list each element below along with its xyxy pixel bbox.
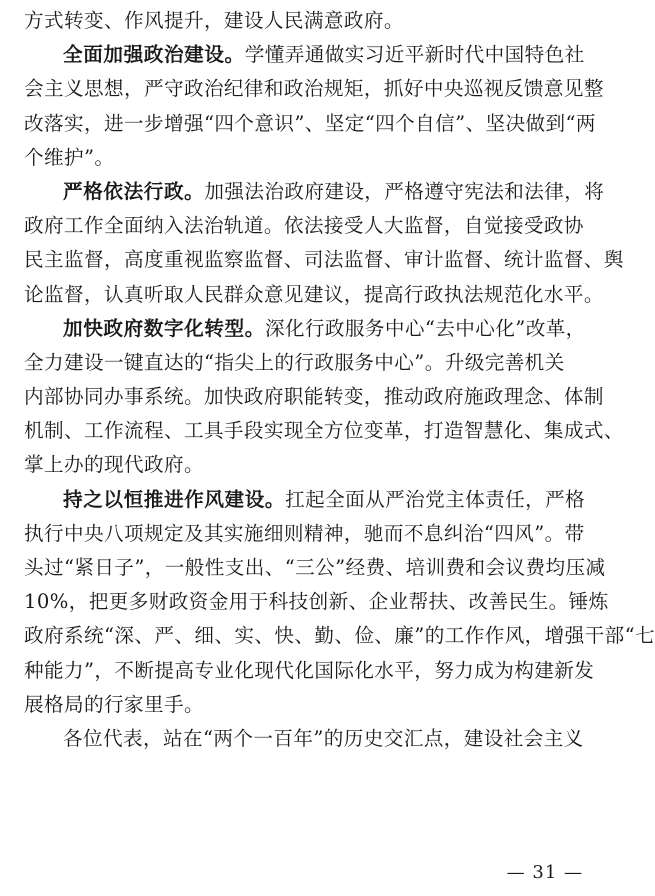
text-line: 执行中央八项规定及其实施细则精神，驰而不息纠治“四风”。带 [24, 521, 585, 545]
page-number: — 31 — [506, 862, 583, 883]
text-line: 10%，把更多财政资金用于科技创新、企业帮扶、改善民生。锤炼 [24, 590, 609, 614]
section-heading: 持之以恒推进作风建设。 [63, 487, 286, 511]
text-line: 全力建设一键直达的“指尖上的行政服务中心”。升级完善机关 [24, 350, 565, 374]
paragraph-first-line [24, 38, 590, 72]
paragraph-first-line [24, 175, 605, 209]
paragraph-first-line: 各位代表，站在“两个一百年”的历史交汇点，建设社会主义 [63, 726, 584, 750]
text-line: 机制、工作流程、工具手段实现全方位变革，打造智慧化、集成式、 [24, 419, 624, 443]
text-run: 学懂弄通做实习近平新时代中国特色社 [244, 43, 585, 67]
document-body [24, 4, 655, 756]
text-line: 内部协同办事系统。加快政府职能转变，推动政府施政理念、体制 [24, 385, 604, 409]
text-line: 掌上办的现代政府。 [24, 453, 204, 477]
text-line: 论监督，认真听取人民群众意见建议，提高行政执法规范化水平。 [24, 282, 604, 306]
paragraph-first-line [24, 483, 590, 517]
section-heading: 严格依法行政。 [63, 179, 205, 203]
text-line: 民主监督，高度重视监察监督、司法监督、审计监督、统计监督、舆 [24, 248, 624, 272]
text-line: 政府工作全面纳入法治轨道。依法接受人大监督，自觉接受政协 [24, 214, 584, 238]
text-line: 改落实，进一步增强“四个意识”、坚定“四个自信”、坚决做到“两 [24, 111, 596, 135]
text-run: 加强法治政府建设，严格遵守宪法和法律，将 [204, 179, 605, 203]
section-heading: 加快政府数字化转型。 [63, 316, 265, 340]
text-line: 头过“紧日子”，一般性支出、“三公”经费、培训费和会议费均压减 [24, 556, 606, 579]
text-line: 种能力”，不断提高专业化现代化国际化水平，努力成为构建新发 [24, 658, 595, 682]
text-run: 扛起全面从严治党主体责任，严格 [285, 487, 586, 511]
text-run: 深化行政服务中心“去中心化”改革， [264, 316, 586, 340]
section-heading: 全面加强政治建设。 [63, 43, 245, 67]
text-line: 会主义思想，严守政治纪律和政治规矩，抓好中央巡视反馈意见整 [24, 77, 604, 101]
text-line: 政府系统“深、严、细、实、快、勤、俭、廉”的工作作风，增强干部“七 [24, 624, 655, 648]
paragraph-first-line [24, 312, 590, 346]
text-line: 个维护”。 [24, 145, 115, 169]
text-line: 方式转变、作风提升，建设人民满意政府。 [24, 9, 404, 32]
text-line: 展格局的行家里手。 [24, 692, 204, 716]
